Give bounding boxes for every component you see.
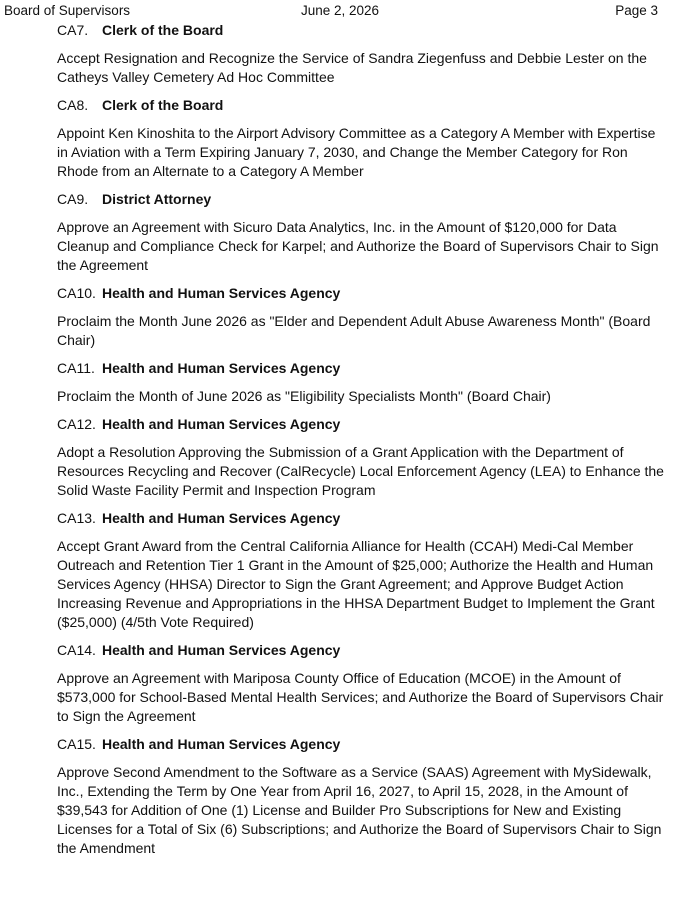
agenda-item-number: CA11. xyxy=(57,360,95,376)
agenda-item-description: Appoint Ken Kinoshita to the Airport Advisory Committee as a Category A Member with Expertise in Aviation with a Term Expiring January 7, 2030, and Change the Member Category for Ron Rhode from an Alternate to a Category A Member xyxy=(57,125,656,179)
agenda-item-number: CA12. xyxy=(57,416,96,432)
agenda-item-ca15 xyxy=(57,734,667,858)
agenda-item-heading xyxy=(57,508,667,528)
agenda-item-department: Health and Human Services Agency xyxy=(102,510,341,526)
agenda-item-department: Health and Human Services Agency xyxy=(102,416,341,432)
agenda-item-description: Proclaim the Month June 2026 as "Elder and Dependent Adult Abuse Awareness Month" (Board Chair) xyxy=(57,313,651,348)
agenda-item-number: CA10. xyxy=(57,285,96,301)
agenda-item-department: Health and Human Services Agency xyxy=(102,642,341,658)
page-header xyxy=(4,2,658,20)
agenda-item-description: Accept Resignation and Recognize the Service of Sandra Ziegenfuss and Debbie Lester on the Catheys Valley Cemetery Ad Hoc Committee xyxy=(57,50,647,85)
agenda-item-description: Approve Second Amendment to the Software as a Service (SAAS) Agreement with MySidewalk, Inc., Extending the Term by One Year from April 16, 2027, to April 15, 2028, in the Amount of $39,543 for Addition of One (1) License and Builder Pro Subscriptions for New and Existing Licenses for a Total of Six (6) Subscriptions; and Authorize the Board of Supervisors Chair to Sign the Amendment xyxy=(57,764,662,856)
agenda-item-description: Proclaim the Month of June 2026 as "Eligibility Specialists Month" (Board Chair) xyxy=(57,388,551,404)
agenda-item-ca14 xyxy=(57,640,667,726)
agenda-item-ca8 xyxy=(57,95,667,181)
agenda-item-number: CA15. xyxy=(57,736,96,752)
agenda-item-number: CA14. xyxy=(57,642,96,658)
agenda-item-department: Health and Human Services Agency xyxy=(102,285,341,301)
agenda-item-number: CA7. xyxy=(57,22,89,38)
header-date: June 2, 2026 xyxy=(301,3,380,18)
agenda-item-number: CA9. xyxy=(57,191,89,207)
agenda-item-ca11 xyxy=(57,358,667,406)
agenda-item-heading xyxy=(57,358,667,378)
agenda-item-description: Accept Grant Award from the Central California Alliance for Health (CCAH) Medi-Cal Member Outreach and Retention Tier 1 Grant in the Amount of $25,000; Authorize the Health and Human Services Agency (HHSA) Director to Sign the Grant Agreement; and Approve Budget Action Increasing Revenue and Appropriations in the HHSA Department Budget to Implement the Grant ($25,000) (4/5th Vote Required) xyxy=(57,538,655,630)
agenda-item-description: Approve an Agreement with Mariposa County Office of Education (MCOE) in the Amount of $573,000 for School-Based Mental Health Services; and Authorize the Board of Supervisors Chair to Sign the Agreement xyxy=(57,670,664,724)
agenda-item-department: Health and Human Services Agency xyxy=(102,736,341,752)
header-page-number: Page 3 xyxy=(615,3,658,18)
agenda-item-department: Health and Human Services Agency xyxy=(102,360,341,376)
agenda-item-description: Approve an Agreement with Sicuro Data Analytics, Inc. in the Amount of $120,000 for Data Cleanup and Compliance Check for Karpel; and Authorize the Board of Supervisors Chair to Sign the Agreement xyxy=(57,219,659,273)
agenda-item-description: Adopt a Resolution Approving the Submission of a Grant Application with the Department of Resources Recycling and Recover (CalRecycle) Local Enforcement Agency (LEA) to Enhance the Solid Waste Facility Permit and Inspection Program xyxy=(57,444,664,498)
agenda-item-number: CA13. xyxy=(57,510,96,526)
agenda-item-heading xyxy=(57,189,667,209)
agenda-item-heading xyxy=(57,414,667,434)
header-board-title: Board of Supervisors xyxy=(4,3,131,18)
agenda-item-ca9 xyxy=(57,189,667,275)
agenda-item-heading xyxy=(57,640,667,660)
agenda-item-list xyxy=(57,20,667,866)
agenda-item-department: District Attorney xyxy=(102,191,212,207)
agenda-item-department: Clerk of the Board xyxy=(102,22,224,38)
agenda-item-heading xyxy=(57,95,667,115)
agenda-item-ca13 xyxy=(57,508,667,632)
agenda-item-heading xyxy=(57,734,667,754)
agenda-item-department: Clerk of the Board xyxy=(102,97,224,113)
agenda-item-heading xyxy=(57,283,667,303)
agenda-item-heading xyxy=(57,20,667,40)
agenda-item-ca10 xyxy=(57,283,667,350)
agenda-item-ca7 xyxy=(57,20,667,87)
agenda-item-number: CA8. xyxy=(57,97,89,113)
agenda-item-ca12 xyxy=(57,414,667,500)
